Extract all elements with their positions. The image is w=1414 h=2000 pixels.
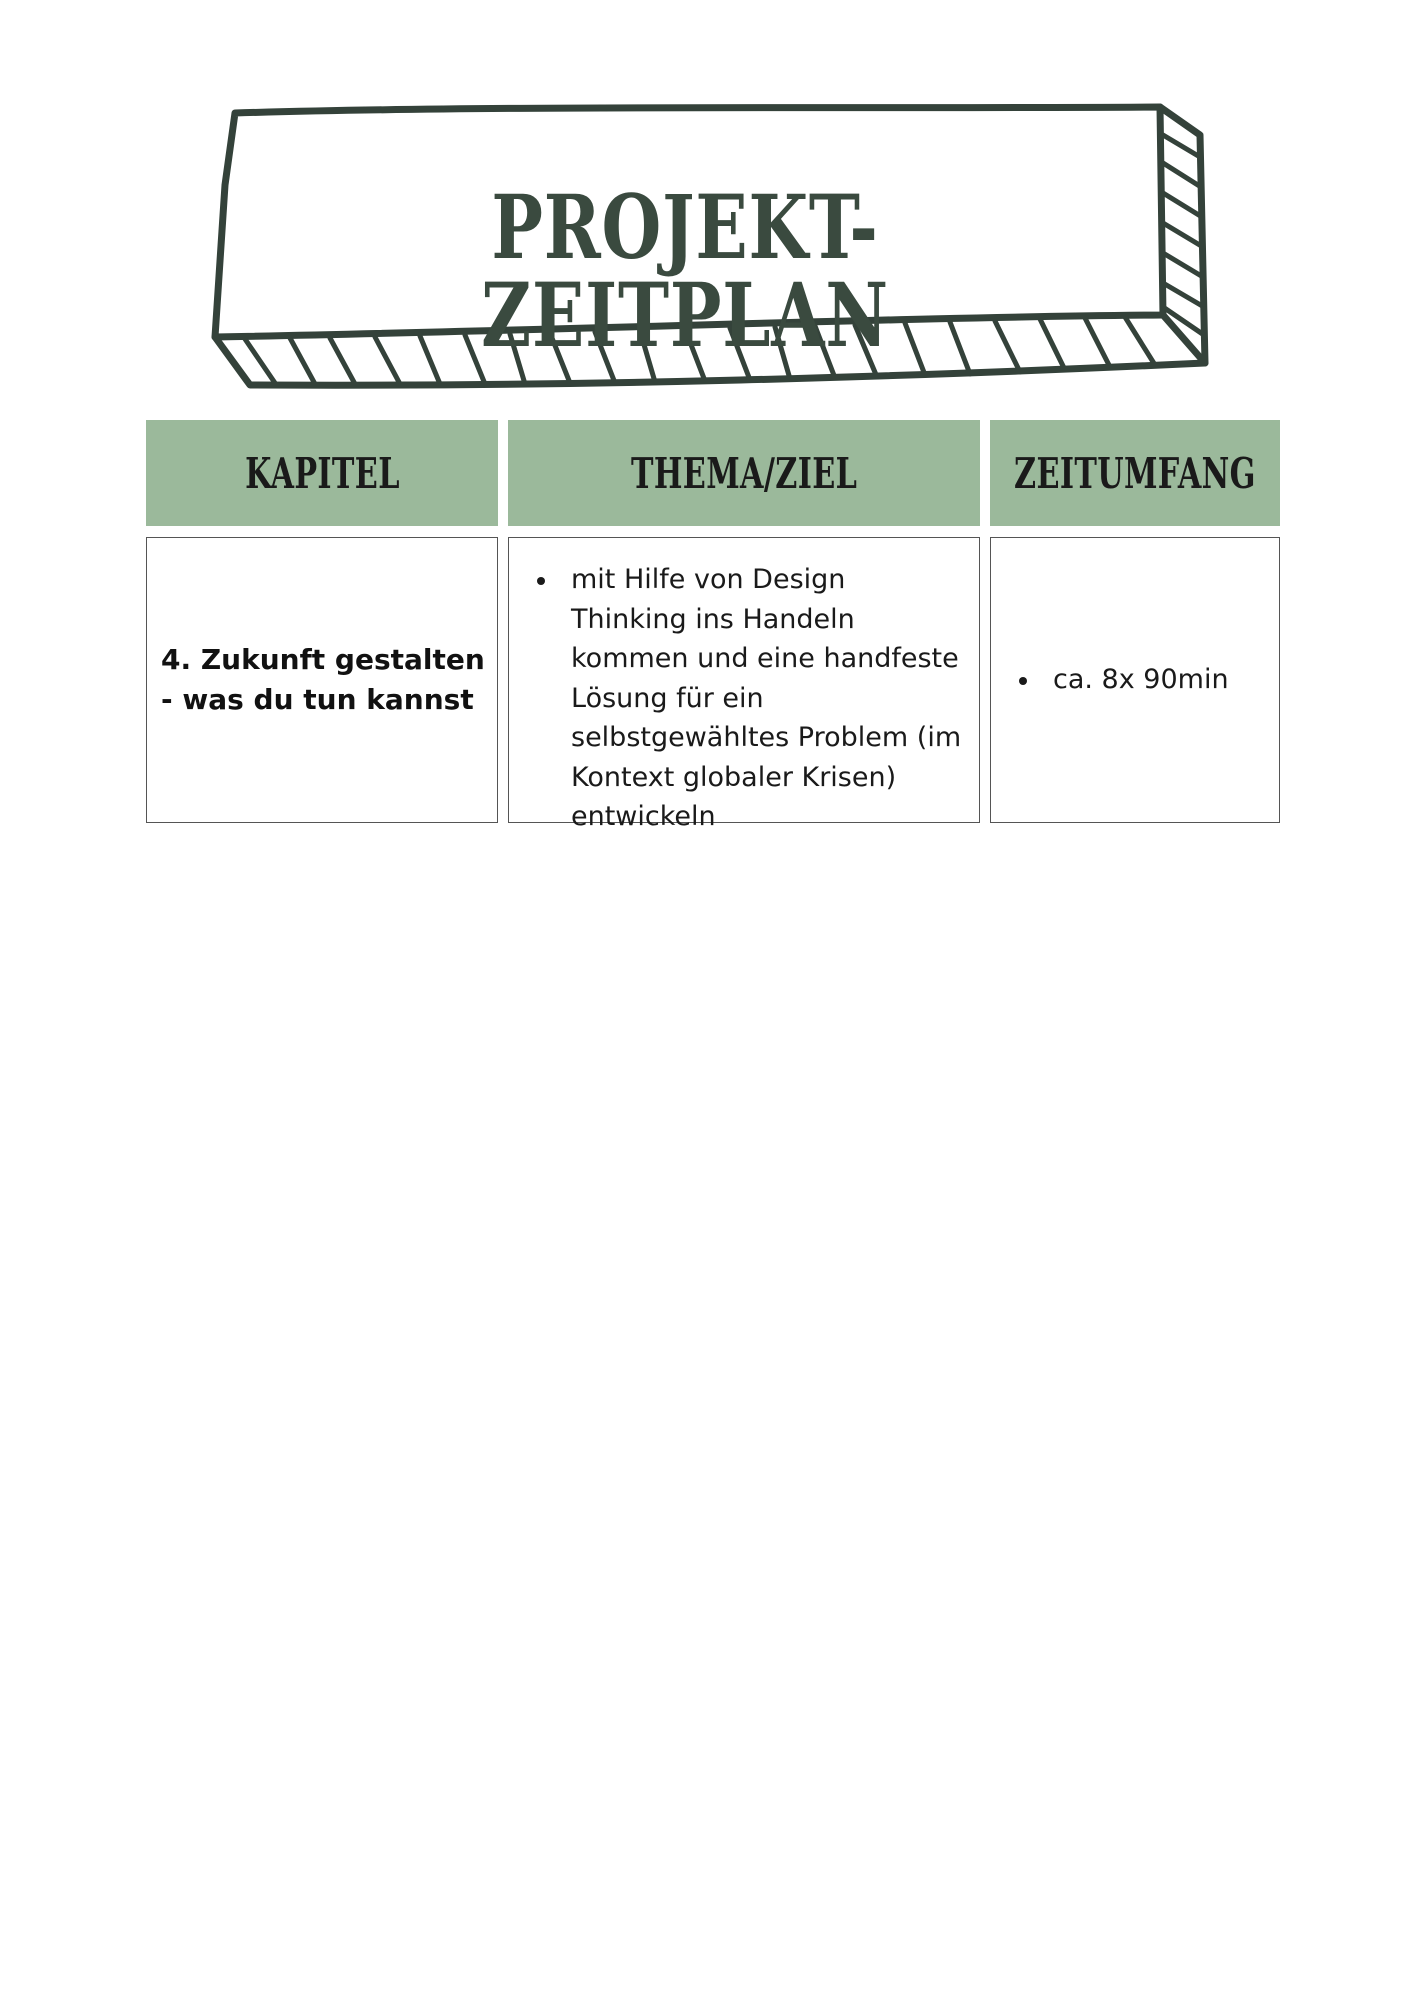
column-header-kapitel: [146, 420, 498, 526]
duration-list: [1013, 660, 1229, 700]
list-item: mit Hilfe von Design Thinking ins Handeln kommen und eine handfeste Lösung für ein selbstgewähltes Problem (im Kontext globaler Krisen) entwickeln: [531, 560, 965, 837]
title-banner: [205, 95, 1215, 400]
column-header-thema-ziel: [508, 420, 980, 526]
column-header-label: ZEITUMFANG: [1014, 448, 1256, 498]
column-header-label: THEMA/ZIEL: [630, 448, 858, 498]
column-header-zeitumfang: [990, 420, 1280, 526]
table-cell-topic: [508, 537, 980, 832]
table-cell-chapter: [146, 537, 498, 823]
column-header-label: KAPITEL: [244, 448, 400, 498]
chapter-title: 4. Zukunft gestalten - was du tun kannst: [161, 643, 485, 716]
page-title: PROJEKT-ZEITPLAN: [481, 175, 889, 367]
topic-list: [531, 560, 965, 837]
list-item: ca. 8x 90min: [1013, 660, 1229, 700]
table-cell-duration: [990, 537, 1280, 823]
